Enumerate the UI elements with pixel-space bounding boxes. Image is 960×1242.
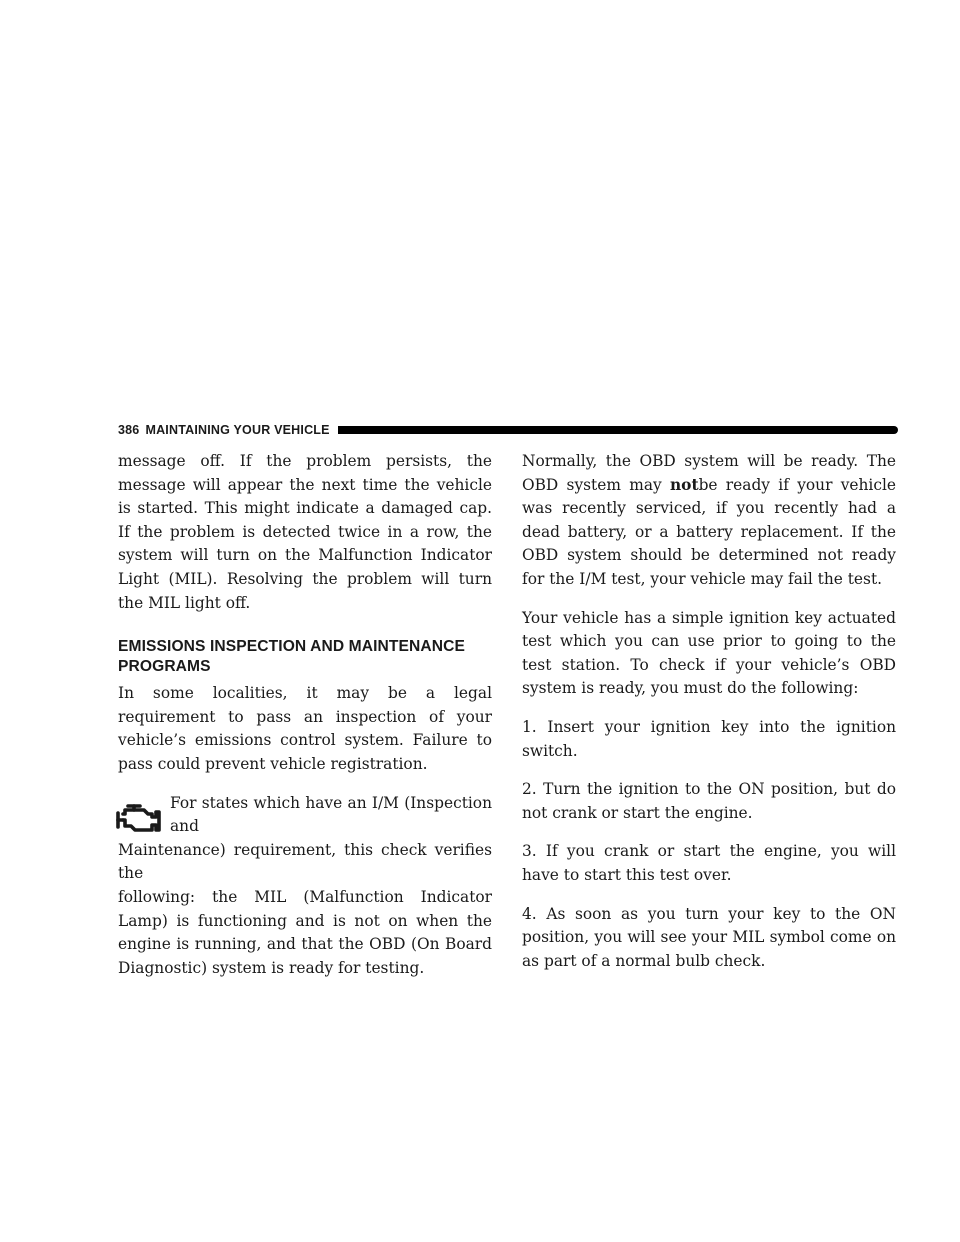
left-paragraph-1: message off. If the problem persists, the message will appear the next time the vehicle is started. This might indicate a damaged cap. If the problem is detected twice in a row, the system will turn on the Malfunction Indicator Light (MIL). Resolving the problem will turn the MIL light off. [118, 452, 492, 612]
section-heading [118, 637, 492, 677]
section-heading-line-1: EMISSIONS INSPECTION AND MAINTENANCE [118, 638, 465, 656]
mil-paragraph-text [118, 792, 492, 981]
obd-ready-text-a: Normally, the OBD system will be ready. The OBD system may [522, 452, 896, 494]
mil-paragraph [118, 792, 492, 981]
right-column [522, 450, 896, 988]
mil-line-3: following: the MIL (Malfunction Indicator Lamp) [118, 887, 492, 930]
right-paragraph-2: Your vehicle has a simple ignition key actuated test which you can use prior to going to the test station. To check if your vehicle’s OBD system is ready, you must do the following: [522, 608, 896, 698]
mil-line-1: For states which have an I/M (Inspection and [170, 793, 492, 836]
left-paragraph-2: In some localities, it may be a legal requirement to pass an inspection of your vehicle’s emissions control system. Failure to pass could prevent vehicle registration. [118, 684, 492, 773]
mil-rest: is functioning and is not on when the engine is running, and that the OBD (On Board Diagnostic) system is ready for testing. [118, 911, 492, 977]
step-1: 1. Insert your ignition key into the ignition switch. [522, 717, 896, 760]
right-paragraph-1 [522, 450, 896, 592]
engine-check-icon [114, 800, 162, 838]
step-4: 4. As soon as you turn your key to the ON position, you will see your MIL symbol come on as part of a normal bulb check. [522, 904, 896, 970]
obd-ready-text-bold: not [669, 475, 699, 494]
step-2: 2. Turn the ignition to the ON position, but do not crank or start the engine. [522, 780, 896, 822]
mil-line-2: Maintenance) requirement, this check verifies the [118, 840, 492, 883]
section-title: MAINTAINING YOUR VEHICLE [145, 423, 330, 437]
page-header [118, 419, 898, 441]
header-rule [338, 426, 898, 434]
obd-ready-text-b: be ready if your vehicle was recently serviced, if you recently had a dead battery, or a battery replacement. If the OBD system should be determined not ready for the I/M test, your vehicle may fail the test. [522, 475, 896, 588]
left-column [118, 450, 492, 980]
section-heading-line-2: PROGRAMS [118, 658, 211, 676]
step-3: 3. If you crank or start the engine, you will have to start this test over. [522, 842, 896, 884]
page-number: 386 [118, 423, 140, 437]
